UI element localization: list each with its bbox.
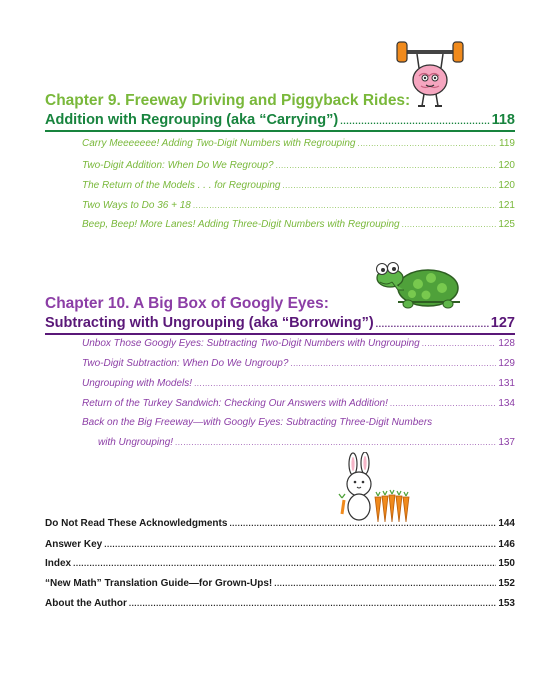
toc-entry-label: Beep, Beep! More Lanes! Adding Three-Digit Numbers with Regrouping (82, 219, 400, 230)
toc-entry[interactable] (82, 137, 515, 150)
toc-entry-label: Return of the Turkey Sandwich: Checking Our Answers with Addition! (82, 398, 388, 409)
toc-entry-page: 120 (498, 160, 515, 171)
toc-entry-page: 131 (498, 378, 515, 389)
dot-leader (340, 112, 489, 130)
backmatter-label: About the Author (45, 598, 127, 609)
toc-entry-label: The Return of the Models . . . for Regrouping (82, 180, 281, 191)
toc-entry-label: with Ungrouping! (98, 437, 174, 448)
backmatter-page: 153 (498, 598, 515, 609)
toc-entry[interactable] (82, 199, 515, 212)
toc-entry-page: 120 (498, 180, 515, 191)
backmatter-entry[interactable] (45, 597, 515, 610)
dot-leader (73, 557, 496, 570)
backmatter-entry[interactable] (45, 557, 515, 570)
chapter-10-subheading-label: Subtracting with Ungrouping (aka “Borrowing”) (45, 315, 374, 331)
backmatter-label: Answer Key (45, 539, 103, 550)
chapter-9-subheading-label: Addition with Regrouping (aka “Carrying”) (45, 112, 339, 128)
dot-leader (274, 577, 496, 590)
chapter-10-heading: Chapter 10. A Big Box of Googly Eyes: (45, 295, 329, 312)
toc-entry[interactable] (82, 377, 515, 390)
dot-leader (175, 436, 496, 449)
toc-entry-page: 129 (498, 358, 515, 369)
toc-entry-label: Two-Digit Subtraction: When Do We Ungroup? (82, 358, 289, 369)
turtle-icon (368, 258, 464, 310)
dot-leader (402, 218, 497, 231)
dot-leader (290, 357, 496, 370)
toc-entry-label: Back on the Big Freeway—with Googly Eyes: Subtracting Three-Digit Numbers (82, 417, 433, 428)
dot-leader (129, 597, 496, 610)
toc-entry-page: 121 (498, 200, 515, 211)
backmatter-label: “New Math” Translation Guide—for Grown-Ups! (45, 578, 273, 589)
dot-leader (229, 517, 496, 530)
dot-leader (357, 137, 497, 150)
toc-entry[interactable] (82, 179, 515, 192)
toc-entry[interactable] (82, 416, 515, 429)
toc-entry-label: Ungrouping with Models! (82, 378, 193, 389)
backmatter-label: Index (45, 558, 72, 569)
dot-leader (104, 538, 496, 551)
backmatter-page: 144 (498, 518, 515, 529)
dot-leader (282, 179, 496, 192)
chapter-9-heading: Chapter 9. Freeway Driving and Piggyback Rides: (45, 92, 411, 109)
chapter-10-rule (45, 333, 515, 335)
dot-leader (376, 315, 489, 333)
toc-entry-page: 119 (499, 138, 515, 149)
toc-entry[interactable] (82, 397, 515, 410)
dot-leader (390, 397, 496, 410)
dot-leader (276, 159, 497, 172)
toc-entry-label: Carry Meeeeeee! Adding Two-Digit Numbers with Regrouping (82, 138, 356, 149)
chapter-9-rule (45, 130, 515, 132)
backmatter-page: 150 (498, 558, 515, 569)
backmatter-page: 146 (498, 539, 515, 550)
dot-leader (193, 199, 496, 212)
toc-entry[interactable] (82, 337, 515, 350)
toc-entry-page: 134 (498, 398, 515, 409)
toc-entry-page: 137 (498, 437, 515, 448)
dot-leader (194, 377, 496, 390)
toc-entry[interactable] (82, 218, 515, 231)
chapter-10-subheading[interactable] (45, 314, 515, 333)
toc-entry-continuation[interactable] (98, 436, 515, 449)
toc-entry-label: Two Ways to Do 36 + 18 (82, 200, 191, 211)
chapter-9-page: 118 (491, 112, 515, 128)
chapter-9-subheading[interactable] (45, 111, 515, 130)
toc-entry-page: 128 (498, 338, 515, 349)
backmatter-entry[interactable] (45, 538, 515, 551)
backmatter-page: 152 (498, 578, 515, 589)
toc-entry[interactable] (82, 159, 515, 172)
backmatter-entry[interactable] (45, 577, 515, 590)
toc-entry[interactable] (82, 357, 515, 370)
toc-entry-label: Two-Digit Addition: When Do We Regroup? (82, 160, 274, 171)
toc-entry-page: 125 (498, 219, 515, 230)
backmatter-label: Do Not Read These Acknowledgments (45, 518, 228, 529)
dot-leader (422, 337, 497, 350)
chapter-10-page: 127 (490, 315, 515, 331)
toc-entry-label: Unbox Those Googly Eyes: Subtracting Two-Digit Numbers with Ungrouping (82, 338, 420, 349)
backmatter-entry[interactable] (45, 517, 515, 530)
